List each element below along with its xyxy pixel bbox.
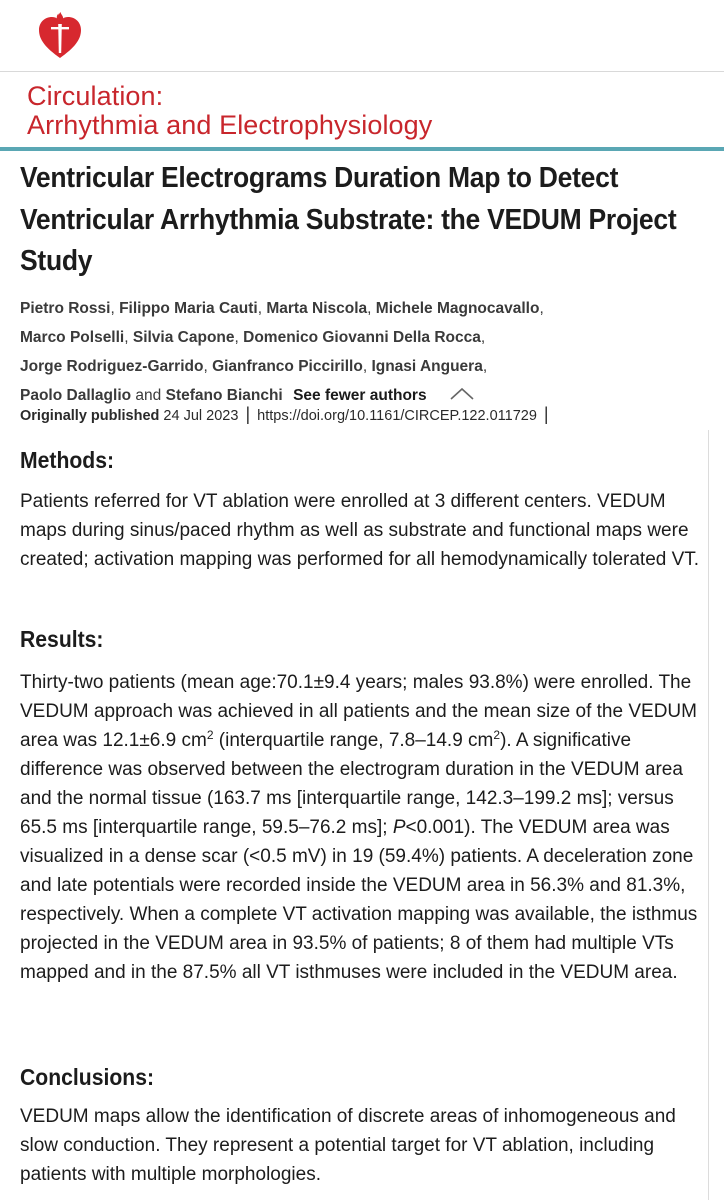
author-link[interactable]: Paolo Dallaglio [20, 387, 132, 404]
author-link[interactable]: Domenico Giovanni Della Rocca [243, 329, 481, 346]
header-bar [0, 0, 724, 72]
author-link[interactable]: Marco Polselli [20, 329, 125, 346]
header-divider [0, 147, 724, 151]
and-connector: and [135, 387, 162, 404]
superscript: 2 [206, 728, 214, 742]
heart-torch-logo-icon[interactable] [36, 6, 84, 62]
chevron-up-icon[interactable] [449, 387, 475, 401]
author-link[interactable]: Marta Niscola [266, 300, 368, 317]
separator: | [245, 404, 251, 424]
doi-link[interactable]: https://doi.org/10.1161/CIRCEP.122.011729 [257, 408, 537, 424]
title-line-1: Ventricular Electrograms Duration Map to Detect [20, 162, 619, 194]
title-line-2: Ventricular Arrhythmia Substrate: the VEDUM Project [20, 203, 677, 236]
p-value-symbol: P [392, 817, 406, 838]
author-link[interactable]: Michele Magnocavallo [375, 300, 540, 317]
results-text-part3: ). A significative difference was observed between the electrogram duration in the VEDUM area and the normal tissue (163.7 ms [interquartile range, 142.3–199.2 ms]; versus 65.5 ms [interquartile range, 59.5–76.2 ms]; [20, 730, 683, 838]
journal-name-line2: Arrhythmia and Electrophysiology [27, 110, 433, 140]
author-link[interactable]: Jorge Rodriguez-Garrido [20, 358, 204, 375]
conclusions-text: VEDUM maps allow the identification of discrete areas of inhomogeneous and slow conduction. They represent a potential target for VT ablation, including patients with multiple morphologies. [20, 1106, 676, 1185]
results-text [20, 668, 710, 987]
publication-info [20, 403, 552, 427]
superscript: 2 [493, 728, 501, 742]
published-date: 24 Jul 2023 [163, 408, 239, 424]
article-title [20, 158, 710, 283]
results-text-part4: <0.001). The VEDUM area was visualized in a dense scar (<0.5 mV) in 19 (59.4%) patients. A deceleration zone and late potentials were recorded inside the VEDUM area in 56.3% and 81.3%, respectively. When a complete VT activation mapping was available, the isthmus projected in the VEDUM area in 93.5% of patients; 8 of them had multiple VTs mapped and in the 87.5% all VT isthmuses were included in the VEDUM area. [20, 817, 698, 983]
results-heading: Results: [20, 626, 104, 652]
journal-name-line1: Circulation: [27, 81, 164, 111]
results-text-part1: Thirty-two patients (mean age:70.1±9.4 years; males 93.8%) were enrolled. The VEDUM approach was achieved in all patients and the mean size of the VEDUM area was 12.1±6.9 cm [20, 672, 697, 751]
results-text-part2: (interquartile range, 7.8–14.9 cm [213, 730, 494, 751]
methods-text: Patients referred for VT ablation were enrolled at 3 different centers. VEDUM maps during sinus/paced rhythm as well as substrate and functional maps were created; activation mapping was performed for all hemodynamically tolerated VT. [20, 491, 700, 570]
published-label: Originally published [20, 408, 160, 424]
author-list: Pietro Rossi, Filippo Maria Cauti, Marta Niscola, Michele Magnocavallo, Marco Polselli, Silvia Capone, Domenico Giovanni Della Rocca, Jorge Rodriguez-Garrido, Gianfranco Piccirillo, Ignasi Anguera, Paolo Dallaglio and Stefano Bianchi See fewer authors [20, 300, 544, 404]
author-link[interactable]: Silvia Capone [132, 329, 235, 346]
conclusions-heading: Conclusions: [20, 1064, 155, 1090]
journal-name[interactable] [27, 82, 432, 140]
author-link[interactable]: Pietro Rossi [20, 300, 111, 317]
see-fewer-authors-button[interactable]: See fewer authors [293, 387, 427, 404]
author-link[interactable]: Ignasi Anguera [371, 358, 483, 375]
author-link[interactable]: Filippo Maria Cauti [119, 300, 258, 317]
separator: | [543, 404, 549, 424]
author-link[interactable]: Stefano Bianchi [165, 387, 283, 404]
author-link[interactable]: Gianfranco Piccirillo [212, 358, 363, 375]
methods-heading: Methods: [20, 447, 115, 473]
title-line-3: Study [20, 245, 93, 277]
